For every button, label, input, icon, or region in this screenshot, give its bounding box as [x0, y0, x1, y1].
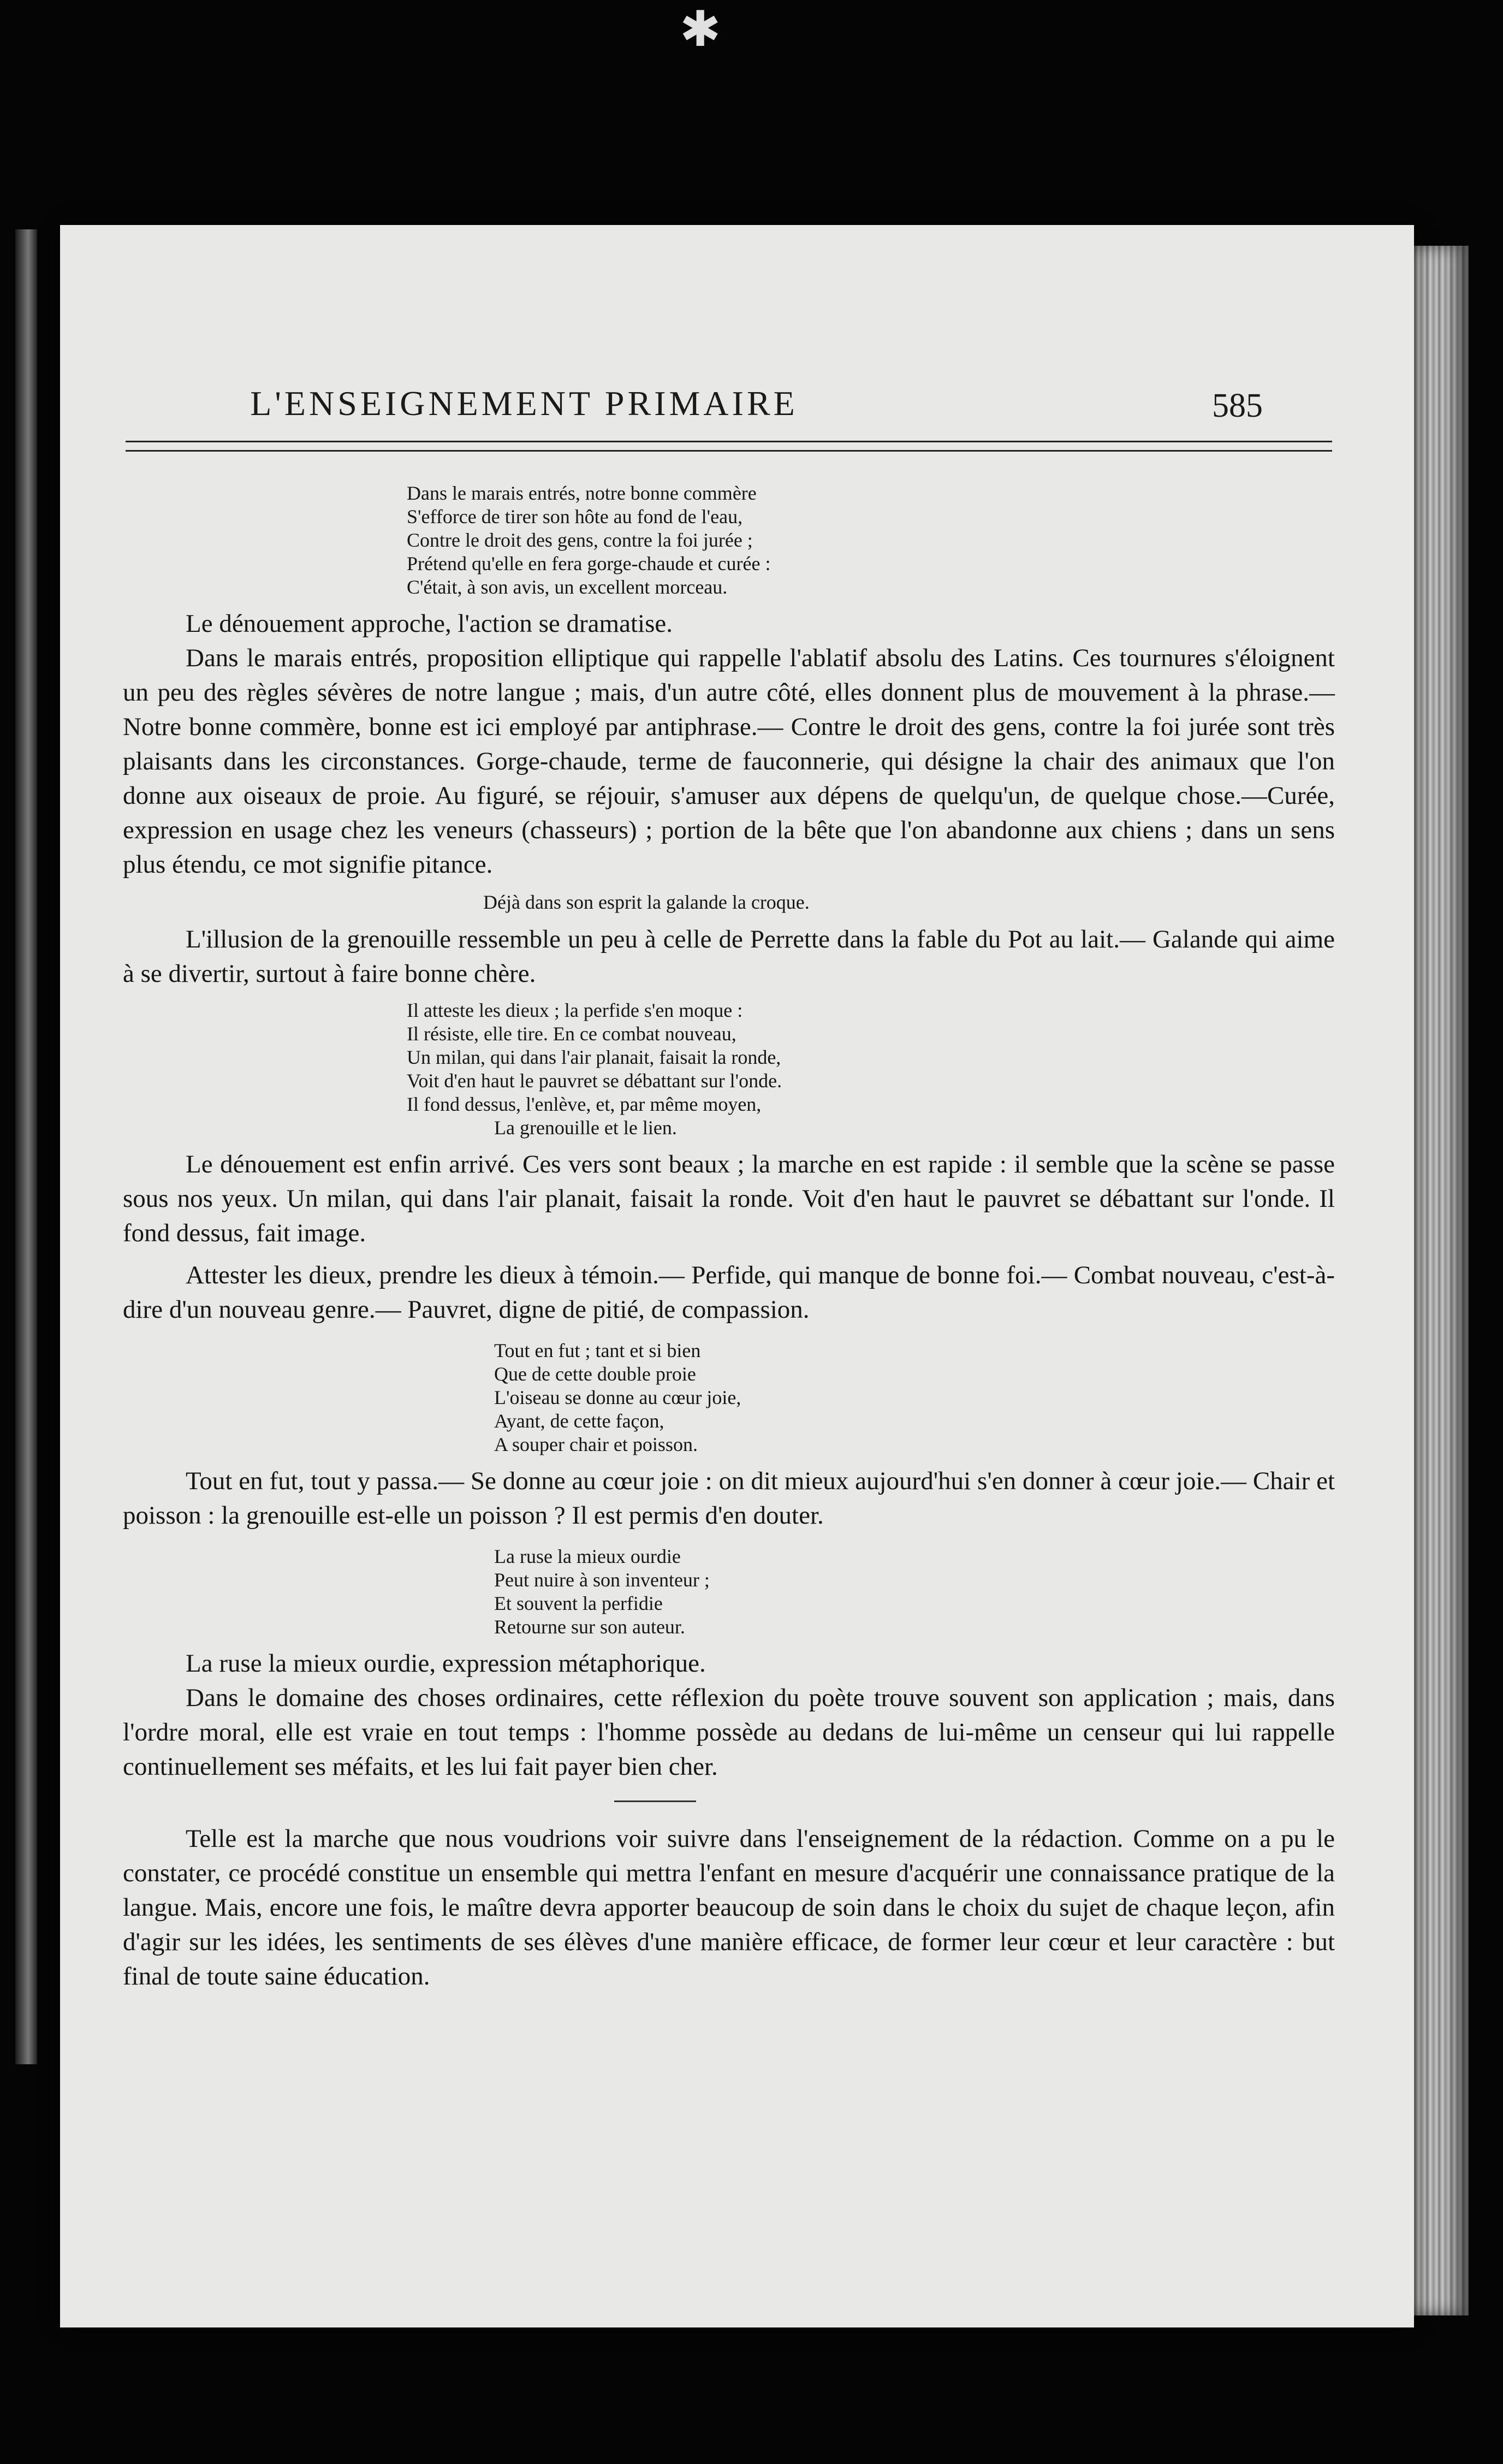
verse-block-5 [494, 1545, 1335, 1639]
page-number: 585 [1212, 387, 1263, 424]
verse-line: C'était, à son avis, un excellent morceau. [407, 576, 728, 598]
verse-line: Et souvent la perfidie [494, 1592, 663, 1614]
section-divider [614, 1800, 696, 1802]
verse-line: Il fond dessus, l'enlève, et, par même moyen, [407, 1093, 762, 1115]
verse-block-1 [407, 482, 1335, 599]
verse-line: S'efforce de tirer son hôte au fond de l'eau, [407, 506, 743, 528]
verse-block-3 [407, 999, 1335, 1140]
paragraph: Le dénouement est enfin arrivé. Ces vers sont beaux ; la marche en est rapide : il semble que la scène se passe sous nos yeux. Un milan, qui dans l'air planait, faisait la ronde. Voit d'en haut le pauvret se débattant sur l'onde. Il fond dessus, fait image. [123, 1150, 1335, 1247]
paragraph: Dans le marais entrés, proposition elliptique qui rappelle l'ablatif absolu des Latins. Ces tournures s'éloignent un peu des règles sévères de notre langue ; mais, d'un autre côté, elles donnent plus de mouvement à la phrase.—Notre bonne commère, bonne est ici employé par antiphrase.— Contre le droit des gens, contre la foi jurée sont très plaisants dans les circonstances. Gorge-chaude, terme de fauconnerie, qui désigne la chair des animaux que l'on donne aux oiseaux de proie. Au figuré, se réjouir, s'amuser aux dépens de quelqu'un, de quelque chose.—Curée, expression en usage chez les veneurs (chasseurs) ; portion de la bête que l'on abandonne aux chiens ; dans un sens plus étendu, ce mot signifie pitance. [123, 644, 1335, 879]
paragraph: L'illusion de la grenouille ressemble un peu à celle de Perrette dans la fable du Pot au lait.— Galande qui aime à se divertir, surtout à faire bonne chère. [123, 925, 1335, 988]
header-rule [126, 441, 1332, 452]
verse-line: Dans le marais entrés, notre bonne commère [407, 482, 757, 504]
verse-block-4 [494, 1339, 1335, 1456]
verse-line: Contre le droit des gens, contre la foi jurée ; [407, 529, 753, 551]
verse-line: Il résiste, elle tire. En ce combat nouveau, [407, 1023, 736, 1045]
paragraph: Dans le domaine des choses ordinaires, cette réflexion du poète trouve souvent son application ; mais, dans l'ordre moral, elle est vraie en tout temps : l'homme possède au dedans de lui-même un censeur qui lui rappelle continuellement ses méfaits, et les lui fait payer bien cher. [123, 1684, 1335, 1781]
running-title: L'ENSEIGNEMENT PRIMAIRE [250, 384, 798, 423]
verse-line: La ruse la mieux ourdie [494, 1545, 681, 1567]
verse-line: Tout en fut ; tant et si bien [494, 1340, 701, 1361]
paragraph: Attester les dieux, prendre les dieux à témoin.— Perfide, qui manque de bonne foi.— Combat nouveau, c'est-à-dire d'un nouveau genre.— Pauvret, digne de pitié, de compassion. [123, 1261, 1335, 1324]
page-header [60, 383, 1414, 427]
paragraph: Le dénouement approche, l'action se dramatise. [186, 609, 673, 638]
scan-speck: ✱ [680, 3, 721, 57]
book-page [60, 225, 1414, 2327]
verse-line: Peut nuire à son inventeur ; [494, 1569, 710, 1591]
verse-line: Prétend qu'elle en fera gorge-chaude et curée : [407, 553, 771, 574]
verse-line: Voit d'en haut le pauvret se débattant sur l'onde. [407, 1070, 782, 1092]
verse-line: La grenouille et le lien. [494, 1117, 677, 1139]
paragraph: Tout en fut, tout y passa.— Se donne au cœur joie : on dit mieux aujourd'hui s'en donner à cœur joie.— Chair et poisson : la grenouille est-elle un poisson ? Il est permis d'en douter. [123, 1467, 1335, 1530]
book-spine-edge [15, 229, 37, 2064]
verse-line: Que de cette double proie [494, 1363, 696, 1385]
verse-line: Retourne sur son auteur. [494, 1616, 685, 1638]
verse-block-2: Déjà dans son esprit la galande la croque. [483, 891, 810, 913]
verse-line: L'oiseau se donne au cœur joie, [494, 1387, 741, 1408]
verse-line: A souper chair et poisson. [494, 1434, 698, 1455]
paragraph: Telle est la marche que nous voudrions voir suivre dans l'enseignement de la rédaction. Comme on a pu le constater, ce procédé constitue un ensemble qui mettra l'enfant en mesure d'acquérir une connaissance pratique de la langue. Mais, encore une fois, le maître devra apporter beaucoup de soin dans le choix du sujet de chaque leçon, afin d'agir sur les idées, les sentiments de ses élèves d'une manière efficace, de former leur cœur et leur caractère : but final de toute saine éducation. [123, 1825, 1335, 1991]
verse-line: Ayant, de cette façon, [494, 1410, 664, 1432]
page-body [123, 482, 1335, 1994]
verse-line: Un milan, qui dans l'air planait, faisait la ronde, [407, 1046, 781, 1068]
verse-line: Il atteste les dieux ; la perfide s'en moque : [407, 999, 743, 1021]
paragraph: La ruse la mieux ourdie, expression métaphorique. [186, 1649, 706, 1678]
